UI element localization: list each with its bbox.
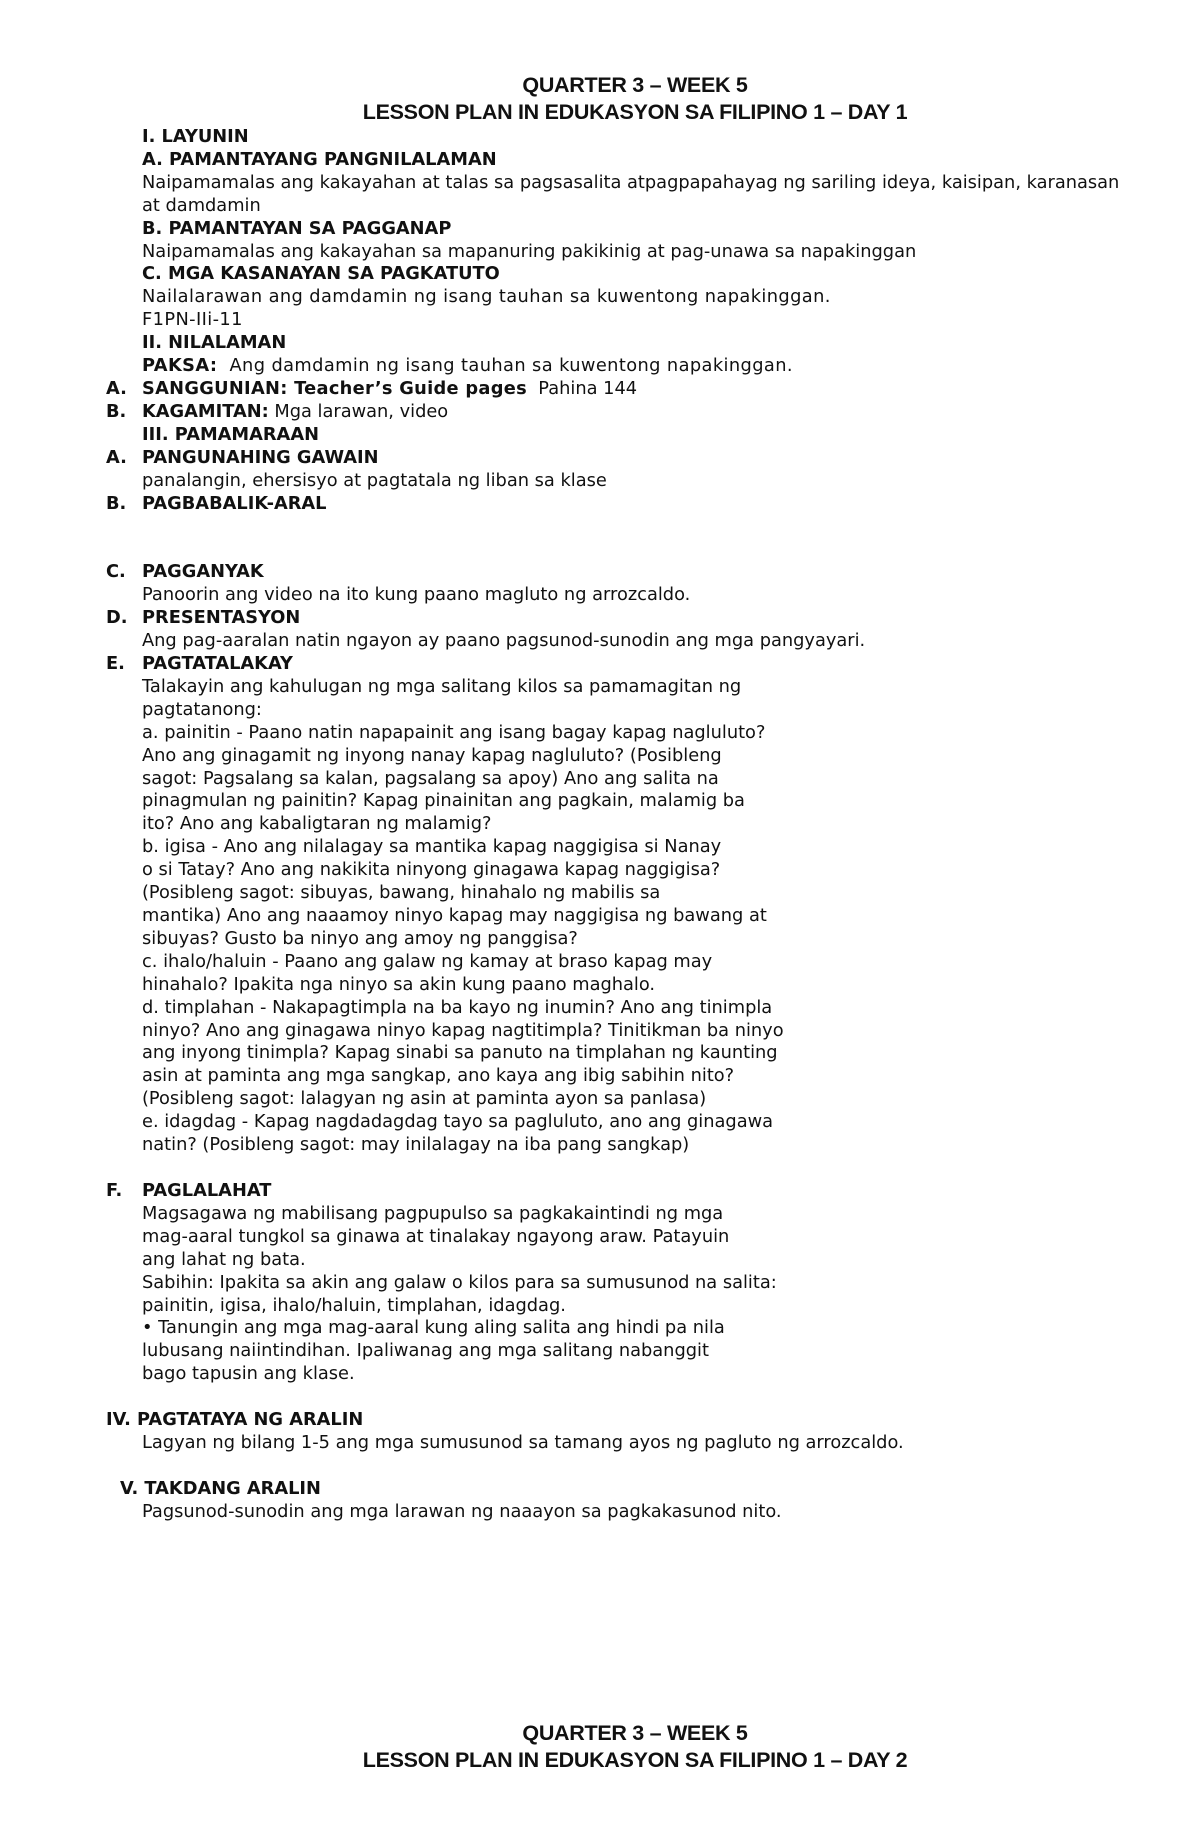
presentasyon-item: D. PRESENTASYON [106,607,301,629]
pagtatalakay-line: o si Tatay? Ano ang nakikita ninyong ginagawa kapag naggigisa? [142,859,721,881]
paglalahat-line: Magsagawa ng mabilisang pagpupulso sa pagkakaintindi ng mga [142,1202,724,1224]
pagtatalakay-line: (Posibleng sagot: lalagyan ng asin at paminta ayon sa panlasa) [142,1088,707,1110]
pagtatalakay-line: ito? Ano ang kabaligtaran ng malamig? [142,813,492,835]
pagtatalakay-line: asin at paminta ang mga sangkap, ano kaya ang ibig sabihin nito? [142,1065,735,1087]
lesson-plan-body [0,126,1200,1524]
pagtatalakay-line: pinagmulan ng painitin? Kapag pinainitan ang pagkain, malamig ba [142,790,745,812]
pamantayang-pangnilalaman-heading: A. PAMANTAYANG PANGNILALAMAN [142,148,497,170]
learning-code: F1PN-IIi-11 [142,309,243,331]
pagtatalakay-line: c. ihalo/haluin - Paano ang galaw ng kamay at braso kapag may [142,950,713,972]
kagamitan-item: B. KAGAMITAN: Mga larawan, video [106,400,449,422]
pagtatalakay-line: ninyo? Ano ang ginagawa ninyo kapag nagtitimpla? Tinitikman ba ninyo [142,1019,784,1041]
pagtatalakay-line: mantika) Ano ang naaamoy ninyo kapag may naggigisa ng bawang at [142,905,767,926]
paglalahat-line: Sabihin: Ipakita sa akin ang galaw o kilos para sa sumusunod na salita: [142,1271,777,1293]
sanggunian-item: A. SANGGUNIAN: Teacher’s Guide pages Pahina 144 [106,377,638,399]
pagtatalakay-line: d. timplahan - Nakapagtimpla na ba kayo ng inumin? Ano ang tinimpla [142,996,773,1018]
paglalahat-line: ang lahat ng bata. [142,1248,306,1270]
day1-title-quarter: QUARTER 3 – WEEK 5 [522,73,748,97]
paglalahat-line: bago tapusin ang klase. [142,1363,355,1385]
pamantayang-pangnilalaman-text: Naipamamalas ang kakayahan at talas sa pagsasalita atpagpapahayag ng sariling ideya, kaisipan, karanasan at damdamin [142,171,1120,216]
kasanayan-heading: C. MGA KASANAYAN SA PAGKATUTO [142,263,500,285]
pagtatalakay-line: (Posibleng sagot: sibuyas, bawang, hinahalo ng mabilis sa [142,882,661,904]
pamamaraan-heading: III. PAMAMARAAN [142,423,319,445]
pangunahing-gawain-text: panalangin, ehersisyo at pagtatala ng liban sa klase [142,469,607,491]
paglalahat-line: • Tanungin ang mga mag-aaral kung aling salita ang hindi pa nila [142,1317,725,1339]
pagtatalakay-line: e. idagdag - Kapag nagdadagdag tayo sa pagluluto, ano ang ginagawa [142,1111,774,1133]
paksa-line: PAKSA: Ang damdamin ng isang tauhan sa kuwentong napakinggan. [142,355,793,377]
pagtatalakay-line: b. igisa - Ano ang nilalagay sa mantika kapag naggigisa si Nanay [142,836,722,858]
paglalahat-line: painitin, igisa, ihalo/haluin, timplahan, idagdag. [142,1294,566,1316]
pagtatalakay-line: sibuyas? Gusto ba ninyo ang amoy ng panggisa? [142,927,578,949]
paglalahat-line: lubusang naiintindihan. Ipaliwanag ang mga salitang nabanggit [142,1340,709,1362]
paglalahat-text [0,1203,1200,1386]
layunin-heading: I. LAYUNIN [142,126,249,147]
pagtatalakay-line: hinahalo? Ipakita nga ninyo sa akin kung paano maghalo. [142,973,656,995]
pagtatalakay-line: Talakayin ang kahulugan ng mga salitang kilos sa pamamagitan ng [142,675,742,697]
pagbabalik-aral-item: B. PAGBABALIK-ARAL [106,492,327,514]
pagtatalakay-line: pagtatanong: [142,698,262,720]
pagtatalakay-line: natin? (Posibleng sagot: may inilalagay na iba pang sangkap) [142,1134,690,1156]
takdang-aralin-text: Pagsunod-sunodin ang mga larawan ng naaayon sa pagkakasunod nito. [142,1500,782,1522]
day1-title-lesson-plan: LESSON PLAN IN EDUKASYON SA FILIPINO 1 – DAY 1 [362,100,908,124]
takdang-aralin-heading: V. TAKDANG ARALIN [120,1477,321,1499]
pagtatalakay-text [0,676,1200,1157]
pagtataya-heading: IV. PAGTATAYA NG ARALIN [106,1409,364,1431]
nilalaman-heading: II. NILALAMAN [142,332,287,354]
pagtatalakay-line: ang inyong tinimpla? Kapag sinabi sa panuto na timplahan ng kaunting [142,1042,778,1064]
pagganyak-item: C. PAGGANYAK [106,561,264,583]
pagtataya-text: Lagyan ng bilang 1-5 ang mga sumusunod sa tamang ayos ng pagluto ng arrozcaldo. [142,1432,904,1454]
paglalahat-item: F. PAGLALAHAT [106,1179,272,1201]
presentasyon-text: Ang pag-aaralan natin ngayon ay paano pagsunod-sunodin ang mga pangyayari. [142,630,866,652]
pangunahing-gawain-item: A. PANGUNAHING GAWAIN [106,446,379,468]
kasanayan-text: Nailalarawan ang damdamin ng isang tauhan sa kuwentong napakinggan. [142,286,831,308]
day2-title-lesson-plan: LESSON PLAN IN EDUKASYON SA FILIPINO 1 – DAY 2 [362,1748,908,1772]
pagganyak-text: Panoorin ang video na ito kung paano magluto ng arrozcaldo. [142,584,691,606]
pagtatalakay-item: E. PAGTATALAKAY [106,653,293,675]
day2-title-quarter: QUARTER 3 – WEEK 5 [522,1721,748,1745]
pagtatalakay-line: Ano ang ginagamit ng inyong nanay kapag nagluluto? (Posibleng [142,744,722,766]
pamantayan-sa-pagganap-text: Naipamamalas ang kakayahan sa mapanuring pakikinig at pag-unawa sa napakinggan [142,240,917,262]
paglalahat-line: mag-aaral tungkol sa ginawa at tinalakay ngayong araw. Patayuin [142,1225,730,1247]
pagtatalakay-line: a. painitin - Paano natin napapainit ang isang bagay kapag nagluluto? [142,721,766,743]
pagtatalakay-line: sagot: Pagsalang sa kalan, pagsalang sa apoy) Ano ang salita na [142,767,719,789]
pamantayan-sa-pagganap-heading: B. PAMANTAYAN SA PAGGANAP [142,217,452,239]
